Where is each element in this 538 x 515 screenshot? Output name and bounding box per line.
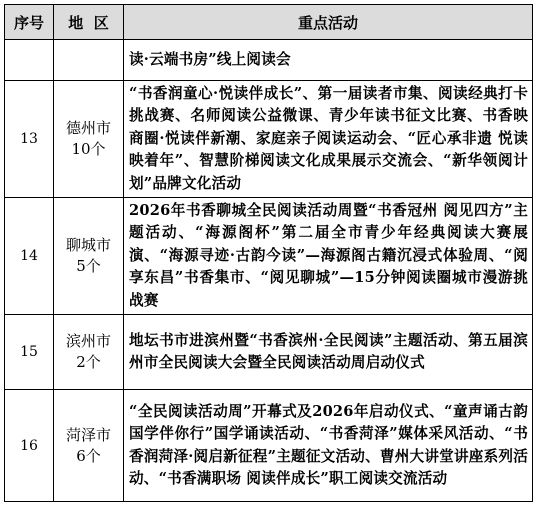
row-city: 德州市 <box>65 119 111 138</box>
row-number: 13 <box>5 81 54 198</box>
table-row <box>5 390 533 502</box>
row-city: 聊城市 <box>65 236 111 255</box>
row-activities: 2026年书香聊城全民阅读活动周暨“书香冠州 阅见四方”主题活动、“海源阁杯”第二届全市青少年经典阅读大赛展演、“海源寻迹·古韵今读”—海源阁古籍沉浸式体验周、“阅享东昌”书香集市、“阅见聊城”—15分钟阅读圈城市漫游挑战赛 <box>124 198 533 315</box>
row-region <box>54 315 124 390</box>
table-row <box>5 198 533 315</box>
row-count: 6个 <box>76 446 101 465</box>
row-activities: 读·云端书房”线上阅读会 <box>124 40 533 81</box>
row-activities: “全民阅读活动周”开幕式及2026年启动仪式、“童声诵古韵 国学伴你行”国学诵读活动、“书香菏泽”媒体采风活动、“书香润菏泽·阅启新征程”主题征文活动、曹州大讲堂讲座系列活动、“书香满职场 阅读伴成长”职工阅读交流活动 <box>124 390 533 502</box>
row-activities: 地坛书市进滨州暨“书香滨州·全民阅读”主题活动、第五届滨州市全民阅读大会暨全民阅读活动周启动仪式 <box>124 315 533 390</box>
activities-table <box>4 4 533 502</box>
row-number: 16 <box>5 390 54 502</box>
row-region <box>54 81 124 198</box>
row-region <box>54 198 124 315</box>
table-row <box>5 40 533 81</box>
table-row <box>5 315 533 390</box>
row-city: 菏泽市 <box>65 425 111 444</box>
header-row <box>5 5 533 40</box>
row-number <box>5 40 54 81</box>
row-region <box>54 40 124 81</box>
row-city: 滨州市 <box>65 332 111 351</box>
row-region <box>54 390 124 502</box>
header-region: 地 区 <box>54 5 124 40</box>
row-count: 5个 <box>76 257 101 276</box>
row-count: 2个 <box>76 353 101 372</box>
table-row <box>5 81 533 198</box>
header-number: 序号 <box>5 5 54 40</box>
row-activities: “书香润童心·悦读伴成长”、第一届读者市集、阅读经典打卡挑战赛、名师阅读公益微课、青少年读书征文比赛、书香映商圈·悦读伴新潮、家庭亲子阅读运动会、“匠心承非遗 悦读映着年”、智慧阶梯阅读文化成果展示交流会、“新华领阅计划”品牌文化活动 <box>124 81 533 198</box>
row-number: 15 <box>5 315 54 390</box>
row-number: 14 <box>5 198 54 315</box>
row-count: 10个 <box>71 140 106 159</box>
header-activities: 重点活动 <box>124 5 533 40</box>
